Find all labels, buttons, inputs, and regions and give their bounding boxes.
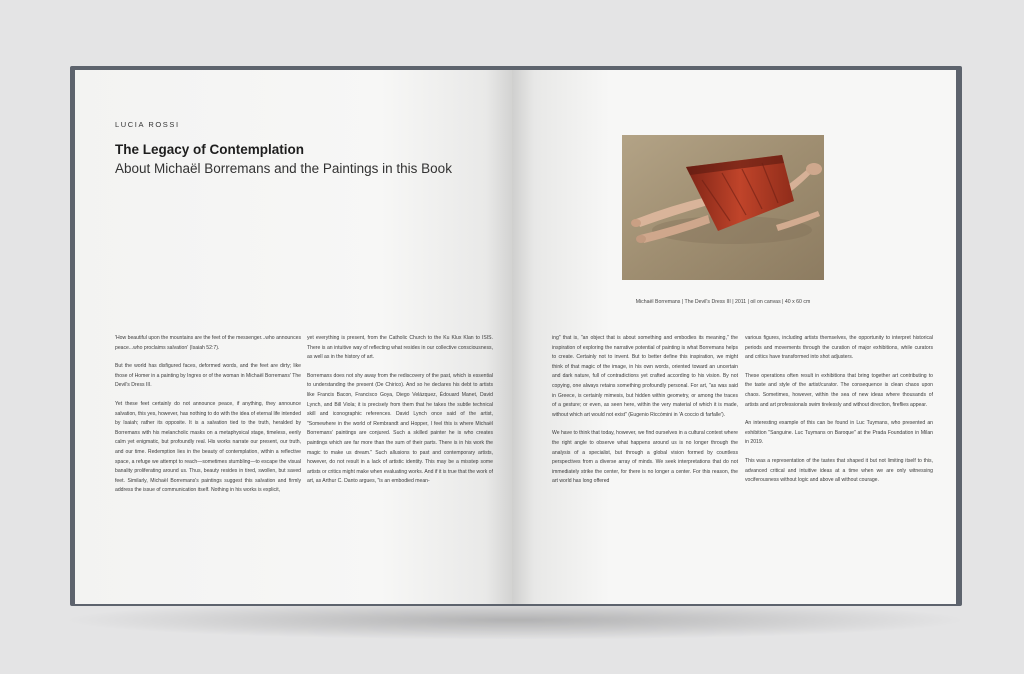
chapter-subtitle: About Michaël Borremans and the Paintings in this Book xyxy=(115,161,452,176)
right-column-2 xyxy=(745,334,933,596)
paragraph: These operations often result in exhibitions that bring together art contributing to the taste and style of the artist/curator. The consequence is clean chaos upon chaos. Sometimes, however, within the sea of new ideas where thousands of artists and art professionals swim tirelessly and without direction, fireflies appear. xyxy=(745,372,933,408)
paragraph: We have to think that today, however, we find ourselves in a cultural context where the right angle to observe what happens around us is no longer through the analysis of a specialist, but through a global vision formed by countless perspectives from a diverse array of minds. We seek interpretations that do not immediately strike the center, for there is no longer a center. For this reason, the art world has long offered xyxy=(552,430,738,485)
paragraph: Yet these feet certainly do not announce peace, if anything, they announce salvation, this yes, however, has nothing to do with the idea of eternal life intended by Isaiah; rather its opposite. It is a salvation tied to the truth, heralded by Borremans with his melancholic masks on a metaphysical stage, timeless, eerily calm yet enigmatic, but profoundly real. His works narrate our present, our truth, and our time. Redemption lies in the beauty of contemplation, within a reflective space, a refuge we attempt to reach—sometimes stumbling—to escape the visual banality proliferating around us. Thus, beauty resides in tired, swollen, but saved feet. Similarly, Michaël Borremans's paintings suggest this salvation and firmly address the issue of communication itself. Nothing in his works is explicit, xyxy=(115,400,301,494)
paragraph: 'How beautiful upon the mountains are the feet of the messenger...who announces peace...who proclaims salvation' (Isaiah 52:7). xyxy=(115,335,301,351)
author-name: LUCIA ROSSI xyxy=(115,120,180,129)
paragraph: ing" that is, "an object that is about something and embodies its meaning," the inspiration of exploring the narrative potential of painting is what Borremans helps to create. Certainly not to invent. But to better define this inspiration, we might think of that magic of the image, in his own words, oriented toward an uncertain and dark nature, full of contradictions yet crafted according to his vision. By not copying, one always retains something profoundly personal. For art, "as was said in Greece, is certainly mimesis, but hidden within geometry, or among the traces of a gesture; or even, as seen here, within the very material of which it is made, without which art would not exist" (Eugenio Riccòmini in 'A coccio di farfalle'). xyxy=(552,335,738,418)
paragraph: But the world has disfigured faces, deformed words, and the feet are dirty; like those of Homer in a painting by Ingres or of the woman in Michaël Borremans' The Devil's Dress III. xyxy=(115,363,301,389)
paragraph: various figures, including artists themselves, the opportunity to interpret historical periods and movements through the curation of major exhibitions, while curators and critics have transformed into shot adjusters. xyxy=(745,335,933,361)
painting-image xyxy=(622,135,824,280)
book-shadow xyxy=(60,600,970,640)
right-column-1 xyxy=(552,334,738,596)
paragraph: yet everything is present, from the Catholic Church to the Ku Klux Klan to ISIS. There is an intuitive way of reflecting what resides in our collective consciousness, as well as in the history of art. xyxy=(307,335,493,361)
right-page xyxy=(512,70,956,604)
left-column-2 xyxy=(307,334,493,596)
painting-caption: Michaël Borremans | The Devil's Dress III | 2011 | oil on canvas | 40 x 60 cm xyxy=(635,299,811,305)
paragraph: Borremans does not shy away from the rediscovery of the past, which is essential to understanding the present (De Chirico). And so he declares his debt to artists like Francis Bacon, Francisco Goya, Diego Velázquez, Édouard Manet, David Lynch, and Bill Viola; it is precisely from them that he takes the subtle technical skill and iconographic references. David Lynch once said of the artist, "Somewhere in the world of Rembrandt and Hopper, I feel this is where Michaël Borremans' paintings are conjured. Such a skilled painter he is who creates paintings which are far more than the sum of their parts. There is in his work the magic to make us dream." Such allusions to past and contemporary artists, however, do not result in a lack of artistic identity. This may be a misstep some artists or critics might make when evaluating works. And if it is true that the work of art, as Arthur C. Danto argues, "is an embodied mean- xyxy=(307,372,493,485)
left-page xyxy=(75,70,512,604)
paragraph: An interesting example of this can be found in Luc Tuymans, who presented an exhibition "Sanguine. Luc Tuymans on Baroque" at the Prada Foundation in Milan in 2019. xyxy=(745,420,933,446)
painting-illustration xyxy=(622,135,824,280)
paragraph: This was a representation of the tastes that shaped it but not limiting itself to this, advanced critical and intuitive ideas at a time when we are only witnessing vociferousness without logic and above all without courage. xyxy=(745,457,933,484)
left-column-1 xyxy=(115,334,301,596)
chapter-title: The Legacy of Contemplation xyxy=(115,142,305,157)
